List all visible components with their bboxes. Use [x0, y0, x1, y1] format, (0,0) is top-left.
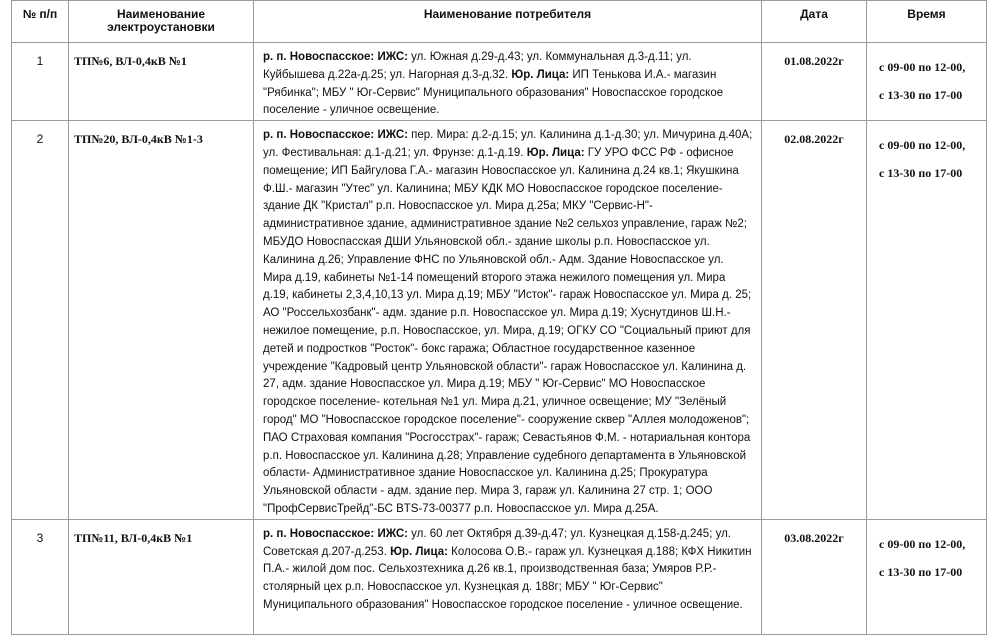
outage-time: [867, 121, 987, 520]
outage-time: [867, 43, 987, 121]
time-slot: с 13-30 по 17-00: [879, 564, 963, 579]
header-date: Дата: [762, 1, 867, 43]
consumer-list: [254, 121, 762, 520]
consumer-text: ул. Южная д.29-д.43; ул. Коммунальная д.3-д.11; ул. Куйбышева д.22а-д.25; ул. Нагорная д.3-д.32.: [263, 51, 692, 81]
table-row: [12, 43, 987, 121]
table-row: [12, 121, 987, 520]
consumer-label: р. п. Новоспасское: ИЖС:: [263, 129, 408, 142]
time-slot: с 09-00 по 12-00,: [879, 60, 966, 74]
header-consumer: Наименование потребителя: [254, 1, 762, 43]
consumer-label: р. п. Новоспасское: ИЖС:: [263, 51, 408, 63]
consumer-label: Юр. Лица:: [511, 68, 570, 81]
consumer-list: [254, 519, 762, 634]
consumer-list: [254, 43, 762, 121]
consumer-text: ул. 60 лет Октября д.39-д.47; ул. Кузнецкая д.158-д.245; ул. Советская д.207-д.253.: [263, 527, 731, 558]
row-number: 2: [12, 121, 69, 520]
outage-date: 02.08.2022г: [762, 121, 867, 520]
consumer-text: ИП Тенькова И.А.- магазин "Рябинка"; МБУ " Юг-Сервис" Муниципального образования" Новоспасское городское поселение - уличное освещение.: [263, 68, 724, 117]
time-slot: с 09-00 по 12-00,: [879, 536, 966, 551]
header-time: Время: [867, 1, 987, 43]
row-number: 1: [12, 43, 69, 121]
consumer-label: Юр. Лица:: [390, 545, 448, 558]
installation-name: ТП№6, ВЛ-0,4кВ №1: [69, 43, 254, 121]
consumer-text: пер. Мира: д.2-д.15; ул. Калинина д.1-д.30; ул. Мичурина д.40А; ул. Фестивальная: д.1-д.21; ул. Фрунзе: д.1-д.19.: [263, 129, 753, 159]
consumer-text: ГУ УРО ФСС РФ - офисное помещение; ИП Байгулова Г.А.- магазин Новоспасское ул. Калинина д.24 кв.1; Якушкина Ф.Ш.- магазин "Утес" ул. Калинина; МБУ КДК МО Новоспасское городское поселение- здание ДК "Кристал" р.п. Новоспасское ул. Мира д.25а; МКУ "Сервис-Н"- административное здание, административное здание №2 сельхоз управление, гараж №2; МБУДО Новоспасская ДШИ Ульяновской обл.- здание школы р.п. Новоспасское ул. Калинина д.26; Управление ФНС по Ульяновской обл.- Адм. Здание Новоспасское ул. Мира д.19, кабинеты №1-14 помещений второго этажа нежилого помещения ул. Мира д.19, кабинеты 2,3,4,10,13 ул. Мира д.19; МБУ "Исток"- гараж Новоспасское ул. Мира д. 25; АО "Россельхозбанк"- адм. здание р.п. Новоспасское ул. Мира д.19; Хуснутдинов Ш.Н.- нежилое помещение, р.п. Новоспасское, ул. Мира, д.19; ОГКУ СО "Социальный приют для детей и подростков "Росток"- бокс гаража; Областное государственное казенное учреждение "Кадровый центр Ульяновской области"- гараж Новоспасское ул. Калинина д. 27, адм. здание Новоспасское ул. Мира д.19; МБУ " Юг-Сервис" МО Новоспасское городское поселение- котельная №1 ул. Мира д.21, уличное освещение; МУ "Зелёный город" МО "Новоспасское городское поселение"- сооружение сквер "Аллея молодоженов"; ПАО Страховая компания "Росгосстрах"- гараж; Севастьянов Ф.М. - нотариальная контора р.п. Новоспасское ул. Калинина д.28; Управление судебного департамента в Ульяновской области- Административное здание Новоспасское ул. Калинина д.25; Прокуратура Ульяновской области - адм. здание пер. Мира 3, гараж ул. Калинина 27 стр. 1; ООО "ПрофСервисТрейд"-БС BTS-73-00377 р.п. Новоспасское ул. Мира д.25А.: [263, 146, 752, 515]
time-slot: с 13-30 по 17-00: [879, 88, 963, 102]
outage-date: 01.08.2022г: [762, 43, 867, 121]
outage-schedule-table: [11, 0, 987, 635]
time-slot: с 09-00 по 12-00,: [879, 138, 966, 153]
installation-name: ТП№11, ВЛ-0,4кВ №1: [69, 519, 254, 634]
row-number: 3: [12, 519, 69, 634]
header-num: № п/п: [12, 1, 69, 43]
installation-name: ТП№20, ВЛ-0,4кВ №1-3: [69, 121, 254, 520]
time-slot: с 13-30 по 17-00: [879, 166, 963, 181]
outage-time: [867, 519, 987, 634]
outage-date: 03.08.2022г: [762, 519, 867, 634]
consumer-text: Колосова О.В.- гараж ул. Кузнецкая д.188; КФХ Никитин П.А.- жилой дом пос. Сельхозтехника д.26 кв.1, производственная база; Умяров Р.Р.- столярный цех р.п. Новоспасское ул. Кузнецкая д. 188г; МБУ " Юг-Сервис" Муниципального образования" Новоспасское городское поселение - уличное освещение.: [263, 545, 752, 611]
header-installation: Наименование электроустановки: [69, 1, 254, 43]
table-header: [12, 1, 987, 43]
consumer-label: р. п. Новоспасское: ИЖС:: [263, 527, 408, 540]
table-row: [12, 519, 987, 634]
consumer-label: Юр. Лица:: [526, 146, 585, 159]
